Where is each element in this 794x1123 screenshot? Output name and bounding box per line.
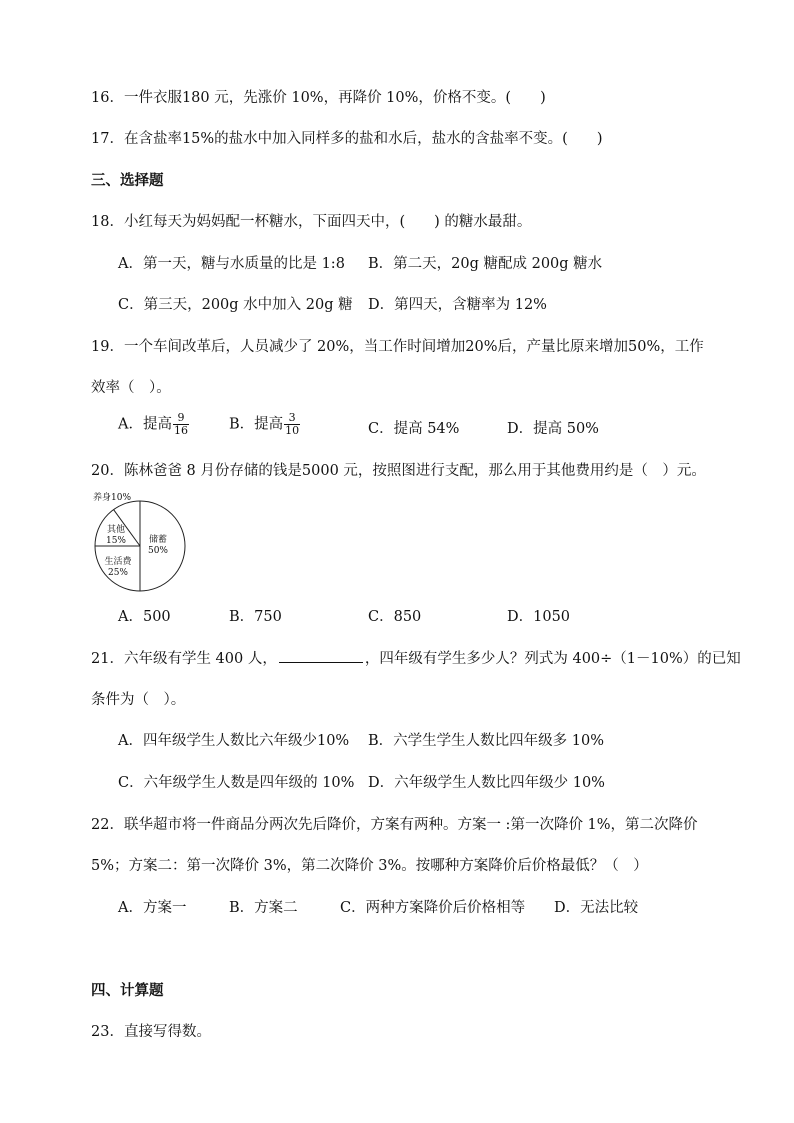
question-20-option-c: C．850	[368, 609, 422, 625]
question-21-stem-part2: ，四年级有学生多少人？列式为 400÷（1－10%）的已知	[364, 651, 741, 667]
question-21-option-a: A．四年级学生人数比六年级少10%	[118, 733, 350, 749]
question-21-stem-line2: 条件为（ ）。	[91, 692, 186, 708]
fraction-9-16: $\frac{9}{16}$	[173, 411, 188, 437]
question-18-stem: 18．小红每天为妈妈配一杯糖水，下面四天中，( ) 的糖水最甜。	[91, 214, 532, 230]
question-21-option-c: C．六年级学生人数是四年级的 10%	[118, 775, 355, 791]
question-18-option-b: B．第二天，20g 糖配成 200g 糖水	[368, 256, 603, 272]
pie-slice-label: 其他 15%	[105, 525, 127, 546]
question-22-stem-line2: 5%；方案二：第一次降价 3%，第二次降价 3%。按哪种方案降价后价格最低？（ ）	[91, 858, 648, 874]
question-22-option-d: D．无法比较	[554, 900, 639, 916]
question-19-option-b	[229, 412, 300, 437]
option-b-prefix: B．提高	[229, 416, 284, 433]
question-19-stem-line1: 19．一个车间改革后，人员减少了 20%，当工作时间增加20%后，产量比原来增加50%，工作	[91, 339, 704, 355]
pie-slice-label: 养身10%	[93, 493, 132, 503]
question-21-option-d: D．六年级学生人数比四年级少 10%	[368, 775, 605, 791]
question-22-option-c: C．两种方案降价后价格相等	[340, 900, 526, 916]
question-18-option-d: D．第四天，含糖率为 12%	[368, 297, 547, 313]
question-22-stem-line1: 22．联华超市将一件商品分两次先后降价，方案有两种。方案一 :第一次降价 1%，第二次降价	[91, 817, 698, 833]
question-19-option-c: C．提高 54%	[368, 421, 460, 437]
question-20-option-b: B．750	[229, 609, 282, 625]
option-a-prefix: A．提高	[118, 416, 172, 433]
question-20-option-d: D．1050	[507, 609, 571, 625]
section-heading-choice: 三、选择题	[91, 173, 164, 189]
question-21-stem-part1: 21．六年级有学生 400 人，	[91, 651, 277, 667]
question-21-stem-line1	[91, 648, 741, 669]
question-21-option-b: B．六学生学生人数比四年级多 10%	[368, 733, 604, 749]
question-20-stem: 20．陈林爸爸 8 月份存储的钱是5000 元，按照图进行支配，那么用于其他费用约是（ ）元。	[91, 463, 706, 479]
fraction-3-10: $\frac{3}{10}$	[285, 411, 300, 437]
question-22-option-a: A．方案一	[118, 900, 187, 916]
answer-blank	[279, 648, 363, 663]
question-22-option-b: B．方案二	[229, 900, 298, 916]
pie-slice-label: 生活费 25%	[104, 557, 132, 578]
question-19-option-d: D．提高 50%	[507, 421, 599, 437]
question-16: 16．一件衣服180 元，先涨价 10%，再降价 10%，价格不变。( )	[91, 90, 546, 106]
section-heading-calculation: 四、计算题	[91, 983, 164, 999]
question-19-option-a	[118, 412, 189, 437]
question-19-stem-line2: 效率（ ）。	[91, 380, 171, 396]
question-20-option-a: A．500	[118, 609, 171, 625]
question-18-option-a: A．第一天，糖与水质量的比是 1:8	[118, 256, 345, 272]
budget-pie-chart	[89, 490, 199, 594]
question-23: 23．直接写得数。	[91, 1024, 211, 1040]
question-17: 17．在含盐率15%的盐水中加入同样多的盐和水后，盐水的含盐率不变。( )	[91, 131, 603, 147]
pie-slice-label: 储蓄 50%	[147, 535, 169, 556]
question-18-option-c: C．第三天，200g 水中加入 20g 糖	[118, 297, 353, 313]
